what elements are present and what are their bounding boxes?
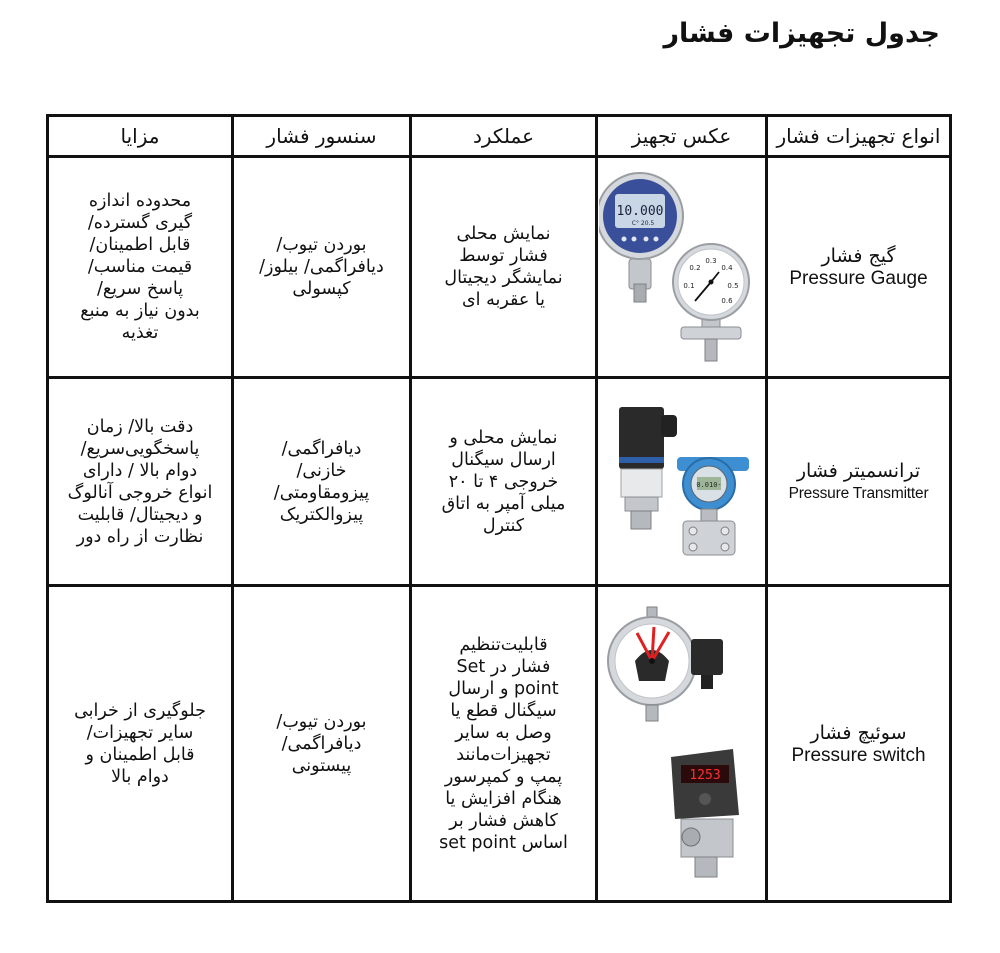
table-row <box>48 586 951 902</box>
analog-gauge-icon <box>673 244 749 361</box>
type-name-en: Pressure switch <box>791 744 926 766</box>
type-name-en: Pressure Transmitter <box>788 484 929 502</box>
page-title: جدول تجهیزات فشار <box>663 18 940 49</box>
electronic-switch-icon <box>671 749 739 877</box>
image-cell <box>597 157 767 378</box>
sensor-cell: بوردن تیوب/ دیافراگمی/ بیلوز/ کپسولی <box>233 157 411 378</box>
gauge-temp: 20.5 °C <box>631 220 655 228</box>
dial-tick: 0.2 <box>689 264 701 273</box>
header-image: عکس تجهیز <box>597 116 767 157</box>
type-cell <box>767 377 951 586</box>
advantages-cell: محدوده اندازه گیری گسترده/ قابل اطمینان/ قیمت مناسب/ پاسخ سریع/ بدون نیاز به منبع تغذیه <box>48 157 233 378</box>
table-row <box>48 157 951 378</box>
header-type: انواع تجهیزات فشار <box>767 116 951 157</box>
type-name-fa: ترانسمیتر فشار <box>796 459 921 482</box>
transmitter-reading: -0.010 <box>696 480 722 489</box>
table-row <box>48 377 951 586</box>
advantages-cell: دقت بالا/ زمان پاسخگویی‌سریع/ دوام بالا / دارای انواع خروجی آنالوگ و دیجیتال/ قابلیت نظارت از راه دور <box>48 377 233 586</box>
dial-tick: 0.5 <box>727 282 739 291</box>
pressure-gauge-image <box>599 164 759 369</box>
type-cell <box>767 586 951 902</box>
advantages-cell: جلوگیری از خرابی سایر تجهیزات/ قابل اطمینان و دوام بالا <box>48 586 233 902</box>
table-header-row <box>48 116 951 157</box>
type-name-en: Pressure Gauge <box>789 267 928 289</box>
header-function: عملکرد <box>411 116 597 157</box>
type-name-fa: سوئیچ فشار <box>810 721 907 744</box>
header-sensor: سنسور فشار <box>233 116 411 157</box>
pressure-equipment-table <box>46 114 952 903</box>
switch-reading: 1253 <box>689 767 721 783</box>
sensor-cell: دیافراگمی/ خازنی/ پیزومقاومتی/ پیزوالکتریک <box>233 377 411 586</box>
pressure-transmitter-image <box>599 387 759 577</box>
contact-gauge-icon <box>608 607 723 721</box>
function-cell: نمایش محلی فشار توسط نمایشگر دیجیتال یا عقربه ای <box>411 157 597 378</box>
function-cell: قابلیت‌تنظیم فشار در Set point و ارسال سیگنال قطع یا وصل به سایر تجهیزات‌مانند پمپ و کمپرسور هنگام افزایش یا کاهش فشار بر اساس set point <box>411 586 597 902</box>
image-cell <box>597 586 767 902</box>
dial-tick: 0.4 <box>721 264 733 273</box>
sensor-cell: بوردن تیوب/ دیافراگمی/ پیستونی <box>233 586 411 902</box>
compact-transmitter-icon <box>619 407 677 529</box>
pressure-switch-image <box>599 599 759 889</box>
dial-tick: 0.1 <box>683 282 695 291</box>
differential-transmitter-icon <box>677 457 749 555</box>
type-name-fa: گیج فشار <box>821 244 896 267</box>
dial-tick: 0.6 <box>721 297 733 306</box>
type-cell <box>767 157 951 378</box>
image-cell <box>597 377 767 586</box>
dial-tick: 0.3 <box>705 257 717 266</box>
function-cell: نمایش محلی و ارسال سیگنال خروجی ۴ تا ۲۰ میلی آمپر به اتاق کنترل <box>411 377 597 586</box>
header-advantages: مزایا <box>48 116 233 157</box>
gauge-reading: 10.000 <box>616 204 664 220</box>
digital-gauge-icon <box>599 173 683 302</box>
